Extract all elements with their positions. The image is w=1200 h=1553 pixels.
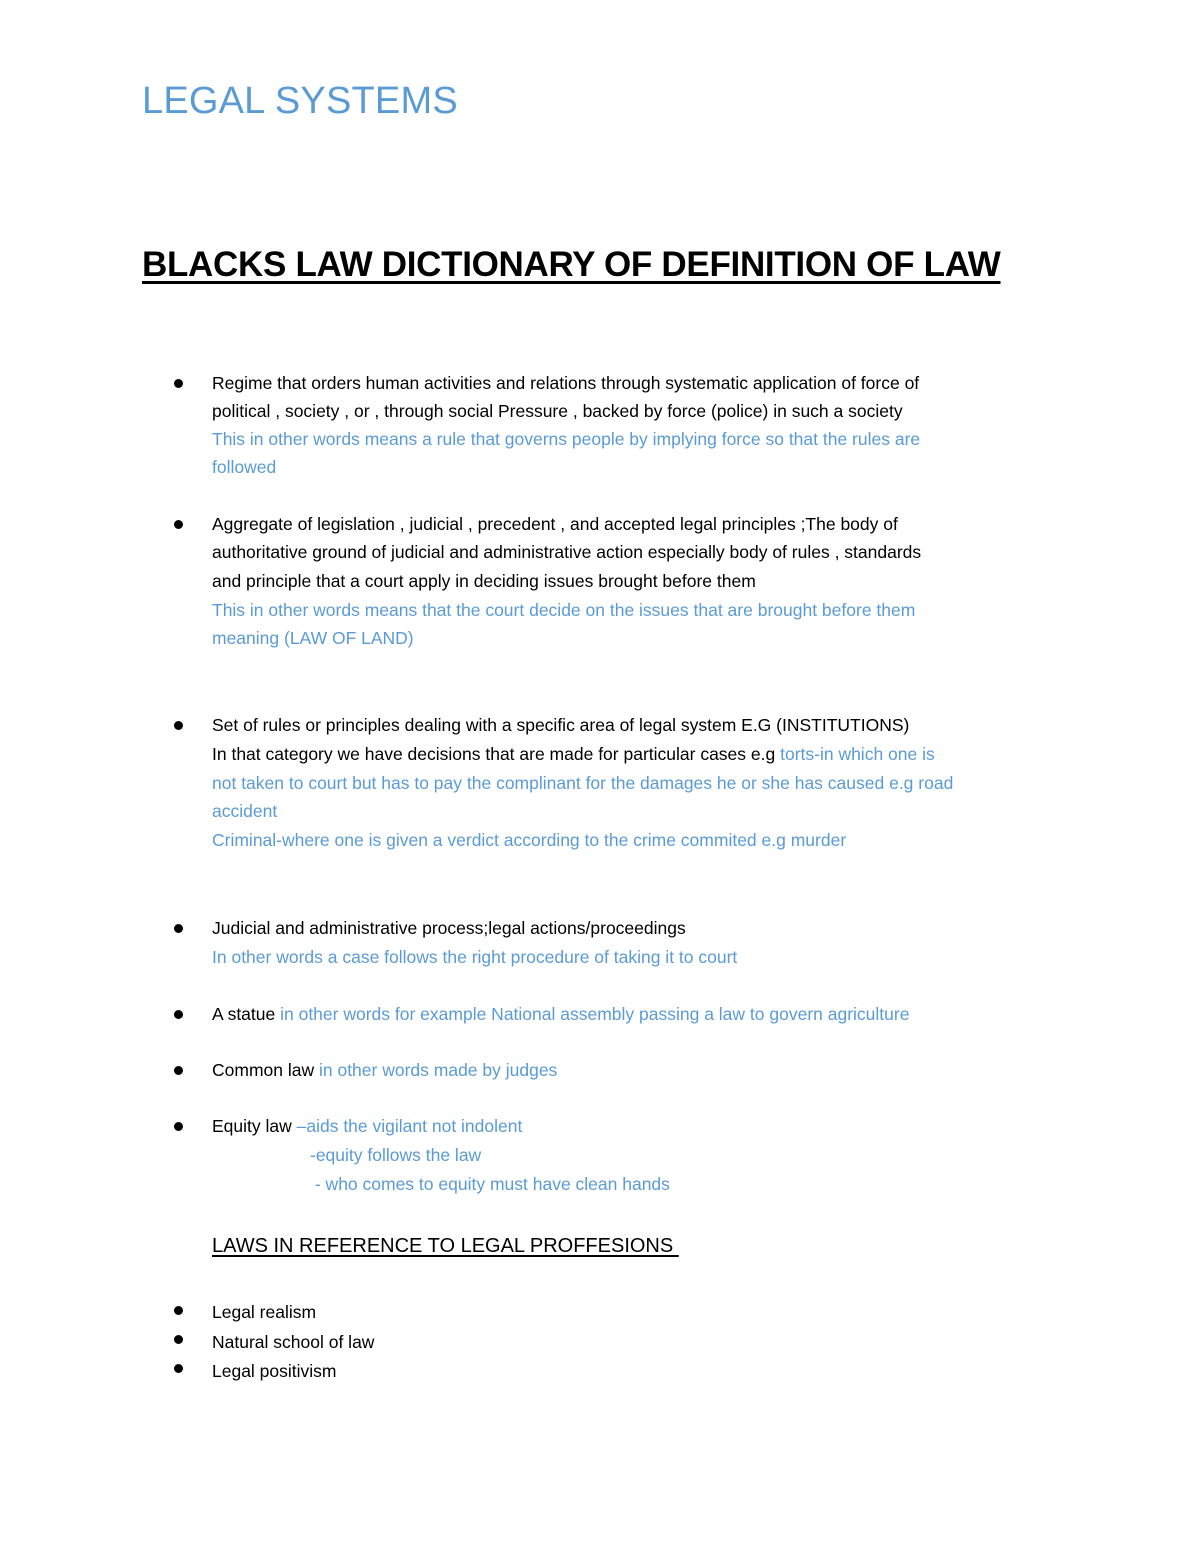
bullet-icon (174, 1010, 183, 1019)
definition-2-line-1: Aggregate of legislation , judicial , precedent , and accepted legal principles ;The body of (212, 514, 898, 534)
definition-4-line-1: Judicial and administrative process;legal actions/proceedings (212, 918, 686, 938)
bullet-icon (174, 721, 183, 730)
definition-1-line-1: Regime that orders human activities and relations through systematic application of force of (212, 373, 920, 393)
equity-law-note: –aids the vigilant not indolent (296, 1116, 523, 1136)
bullet-icon (174, 379, 183, 388)
definition-3-mixed-line (212, 740, 935, 769)
statue-note: in other words for example National assembly passing a law to govern agriculture (280, 1004, 910, 1024)
school-item: Natural school of law (212, 1332, 375, 1352)
definition-2-line-2: authoritative ground of judicial and administrative action especially body of rules , standards (212, 542, 922, 562)
equity-law-note-3: - who comes to equity must have clean hands (310, 1174, 670, 1194)
common-law-label: Common law (212, 1060, 319, 1080)
document-title: LEGAL SYSTEMS (142, 80, 458, 122)
bullet-icon (174, 1122, 183, 1131)
bullet-icon (174, 1066, 183, 1075)
school-item: Legal realism (212, 1302, 317, 1322)
equity-law-note-2: -equity follows the law (310, 1145, 482, 1165)
definition-3-note-3: Criminal-where one is given a verdict according to the crime commited e.g murder (212, 830, 847, 850)
definition-3-note-2: accident (212, 801, 278, 821)
definition-3-line-1: Set of rules or principles dealing with a specific area of legal system E.G (INSTITUTIONS) (212, 715, 910, 735)
definition-3-mixed-black: In that category we have decisions that are made for particular cases e.g (212, 744, 781, 764)
bullet-icon (174, 520, 183, 529)
definition-4-note-1: In other words a case follows the right procedure of taking it to court (212, 947, 738, 967)
definition-2-line-3: and principle that a court apply in deciding issues brought before them (212, 571, 756, 591)
bullet-icon (174, 1335, 183, 1344)
definition-3-mixed-blue: torts-in which one is (780, 744, 935, 764)
definition-1-note-1: This in other words means a rule that governs people by implying force so that the rules are (212, 429, 921, 449)
definition-1-line-2: political , society , or , through social Pressure , backed by force (police) in such a society (212, 401, 903, 421)
bullet-icon (174, 1364, 183, 1373)
school-item: Legal positivism (212, 1361, 337, 1381)
definition-2-note-2: meaning (LAW OF LAND) (212, 628, 414, 648)
definition-3-note-1: not taken to court but has to pay the complinant for the damages he or she has caused e.g road (212, 773, 954, 793)
definition-5-line (212, 1000, 909, 1029)
subheading: LAWS IN REFERENCE TO LEGAL PROFFESIONS (212, 1235, 679, 1257)
definition-7-line (212, 1112, 522, 1141)
section-heading: BLACKS LAW DICTIONARY OF DEFINITION OF LAW (142, 245, 1001, 284)
statue-label: A statue (212, 1004, 281, 1024)
definition-6-line (212, 1056, 557, 1085)
definition-1-note-2: followed (212, 457, 277, 477)
common-law-note: in other words made by judges (318, 1060, 558, 1080)
bullet-icon (174, 1306, 183, 1315)
bullet-icon (174, 924, 183, 933)
definition-2-note-1: This in other words means that the court decide on the issues that are brought before them (212, 600, 916, 620)
equity-law-label: Equity law (212, 1116, 297, 1136)
